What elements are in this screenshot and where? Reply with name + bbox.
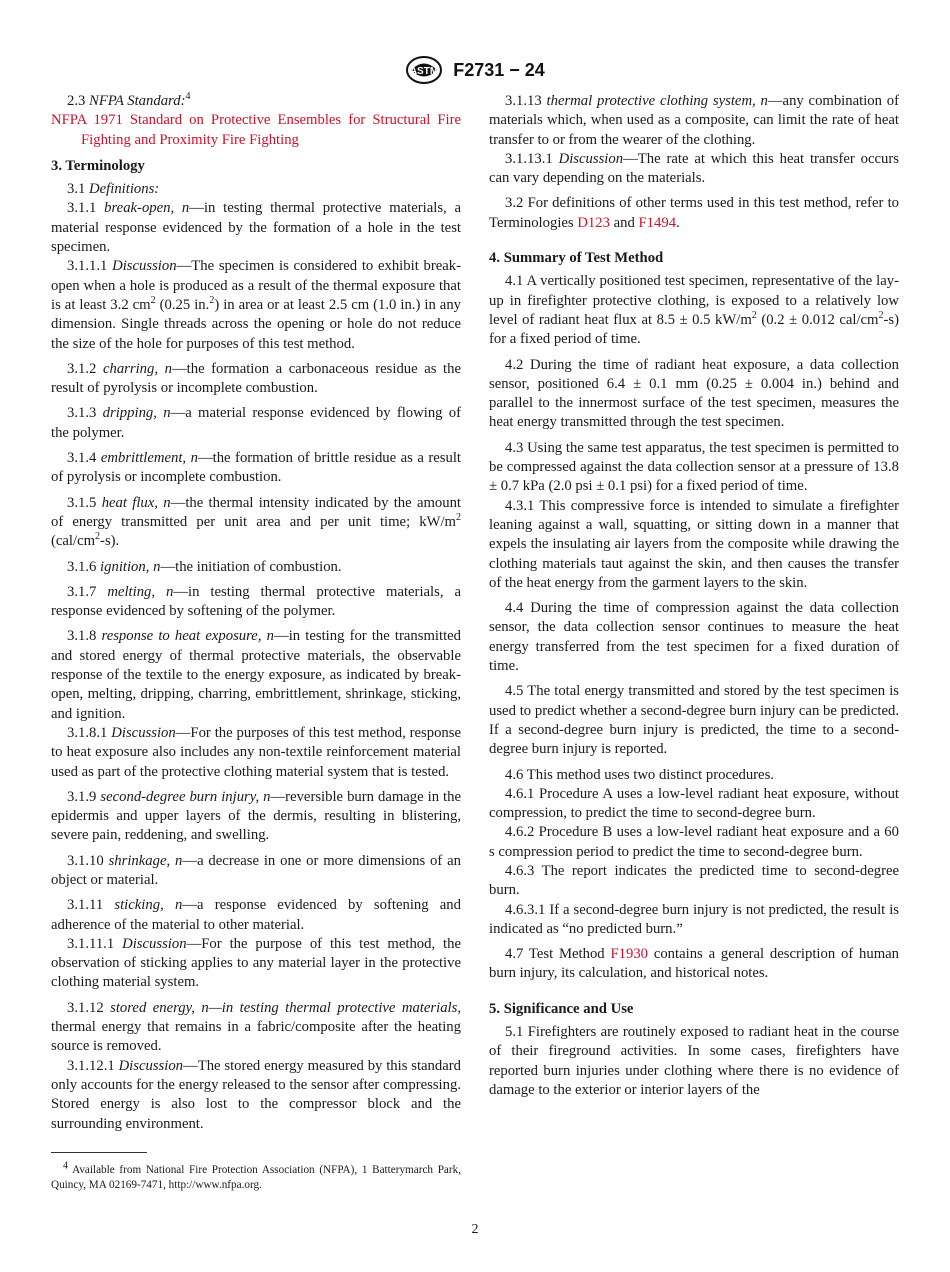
footnote: $^4$ Available from National Fire Protection Association (NFPA), 1 Batterymarch Park, Quincy, MA 02169-7471, http://www.nfpa.org. [51,1160,461,1191]
discussion-break-open: 3.1.1.1 Discussion—The specimen is considered to exhibit break-open when a hole is produced as a result of the thermal exposure that is at least 3.2 $cm^2$ (0.25 in.$^2$) in area or at least 2.5 cm (1.0 in.) in any dimension. Single threads across the opening or hole do not reduce the size of the hole for purposes of this test method. [51,258,462,352]
term-stored-energy: 3.1.12 stored energy, n—in testing thermal protective materials, thermal energy that remains in a fabric/composite after the heating source is removed. [51,999,462,1055]
term-response-to-heat-exposure: 3.1.8 response to heat exposure, n—in testing for the transmitted and stored energy of thermal protective materials, the observable response of the textile to the energy exposure, as indicated by break-open, melting, dripping, charring, embrittlement, shrinkage, sticking, and ignition. [51,628,462,722]
term-charring: 3.1.2 charring, n—the formation a carbonaceous residue as the result of pyrolysis or incomplete combustion. [51,360,461,397]
term-shrinkage: 3.1.10 shrinkage, n—a decrease in one or more dimensions of an object or material. [51,852,461,888]
paragraph-4-6-1: 4.6.1 Procedure A uses a low-level radiant heat exposure, without compression, to predict the time to second-degree burn. [489,785,899,822]
d123-link[interactable]: D123 [577,214,610,231]
paragraph-4-6-3: 4.6.3 The report indicates the predicted time to second-degree burn. [489,862,899,899]
footnote-divider [51,1152,147,1153]
page-header [0,55,950,85]
term-break-open: 3.1.1 break-open, n—in testing thermal protective materials, a material response evidenced by the formation of a hole in the test specimen. [51,200,461,256]
paragraph-4-5: 4.5 The total energy transmitted and stored by the test specimen is used to predict whether a second-degree burn injury can be predicted. If a second-degree burn injury is predicted, the time to a second-degree burn injury is reported. [489,683,899,758]
paragraph-4-4: 4.4 During the time of compression against the data collection sensor, the data collection sensor continues to measure the heat energy transferred from the test specimen for a fixed duration of time. [489,600,899,675]
paragraph-4-6-3-1: 4.6.3.1 If a second-degree burn injury is not predicted, the result is indicated as “no predicted burn.” [489,901,899,937]
right-column [489,92,899,1100]
term-heat-flux: 3.1.5 heat flux, n—the thermal intensity indicated by the amount of energy transmitted per unit area and per unit time; $kW/m^2$ $(cal/cm^2-s)$. [51,494,462,550]
footnote-ref: 4 [185,91,191,103]
astm-logo-icon [405,55,443,85]
left-column [51,92,461,1134]
section-5-heading: 5. Significance and Use [489,1000,634,1017]
section-2-3: 2.3 NFPA Standard:$^4$ [67,91,191,109]
paragraph-4-6: 4.6 This method uses two distinct procedures. [505,766,774,783]
f1930-link[interactable]: F1930 [610,946,649,963]
discussion-sticking: 3.1.11.1 Discussion—For the purpose of this test method, the observation of sticking applies to any material layer in the protective clothing material system. [51,935,461,991]
paragraph-3-2: 3.2 For definitions of other terms used in this test method, refer to Terminologies D123 and F1494. [489,195,899,231]
paragraph-4-7: 4.7 Test Method F1930 contains a general description of human burn injury, its calculation, and historical notes. [489,946,900,982]
f1494-link[interactable]: F1494 [638,214,677,231]
paragraph-4-2: 4.2 During the time of radiant heat exposure, a data collection sensor, positioned 6.4 ± 0.1 mm (0.25 ± 0.004 in.) behind and parallel to the innermost surface of the test specimen, measures the heat energy transmitted through the test specimen. [489,356,899,431]
page-number: 2 [471,1222,479,1237]
term-sticking: 3.1.11 sticking, n—a response evidenced by softening and adherence of the material to other material. [51,897,461,933]
definitions-heading: 3.1 Definitions: [67,181,160,198]
discussion-response: 3.1.8.1 Discussion—For the purposes of this test method, response to heat exposure also includes any non-textile reinforcement material used as part of the protective clothing material system that is tested. [51,724,461,780]
term-melting: 3.1.7 melting, n—in testing thermal protective materials, a response evidenced by softening of the polymer. [51,583,461,620]
section-3-heading: 3. Terminology [51,157,145,174]
discussion-stored-energy: 3.1.12.1 Discussion—The stored energy measured by this standard only accounts for the energy released to the sensor after compressing. Stored energy is also lost to the compressor block and the surrounding environment. [51,1057,461,1132]
nfpa-1971-reference[interactable]: NFPA 1971 Standard on Protective Ensembles for Structural Fire Fighting and Proximity Fire Fighting [51,112,462,148]
term-dripping: 3.1.3 dripping, n—a material response evidenced by flowing of the polymer. [51,405,462,441]
paragraph-4-1: 4.1 A vertically positioned test specimen, representative of the lay-up in firefighter protective clothing, is exposed to a relatively low level of radiant heat flux at 8.5 ± 0.5 $kW/m^2$ (0.2 ± 0.012 cal/$cm^2-s$) for a fixed period of time. [489,273,899,348]
paragraph-4-3: 4.3 Using the same test apparatus, the test specimen is permitted to be compressed against the data collection sensor at a pressure of 13.8 ± 0.7 kPa (2.0 psi ± 0.1 psi) for a fixed period of time. [489,439,899,495]
term-second-degree-burn: 3.1.9 second-degree burn injury, n—reversible burn damage in the epidermis and upper layers of the dermis, resulting in blistering, severe pain, reddening, and swelling. [51,788,461,844]
svg-text:ASTM: ASTM [410,66,439,77]
footnote-mark: 4 [63,1160,68,1172]
paragraph-4-3-1: 4.3.1 This compressive force is intended to simulate a firefighter leaning against a wall, squatting, or sitting down in a manner that expels the insulating air layers from the composite while drawing the clothing materials taut against the skin, and then causes the transfer of the heat energy from the garment layers to the skin. [489,497,899,591]
document-id: F2731 − 24 [453,59,545,80]
paragraph-5-1: 5.1 Firefighters are routinely exposed to radiant heat in the course of their fireground activities. In some cases, firefighters have reported burn injuries under clothing where there is no evidence of damage to the exterior or interior layers of the [489,1024,899,1098]
discussion-thermal-protective: 3.1.13.1 Discussion—The rate at which this heat transfer occurs can vary depending on the materials. [489,150,899,187]
section-4-heading: 4. Summary of Test Method [489,250,664,267]
term-ignition: 3.1.6 ignition, n—the initiation of combustion. [67,558,342,575]
term-embrittlement: 3.1.4 embrittlement, n—the formation of brittle residue as a result of pyrolysis or incomplete combustion. [51,450,461,486]
term-thermal-protective-clothing-system: 3.1.13 thermal protective clothing system, n—any combination of materials which, when used as a composite, can limit the rate of heat transfer to or from the wearer of the clothing. [489,93,899,148]
paragraph-4-6-2: 4.6.2 Procedure B uses a low-level radiant heat exposure and a 60 s compression period to predict the time to second-degree burn. [489,824,899,860]
